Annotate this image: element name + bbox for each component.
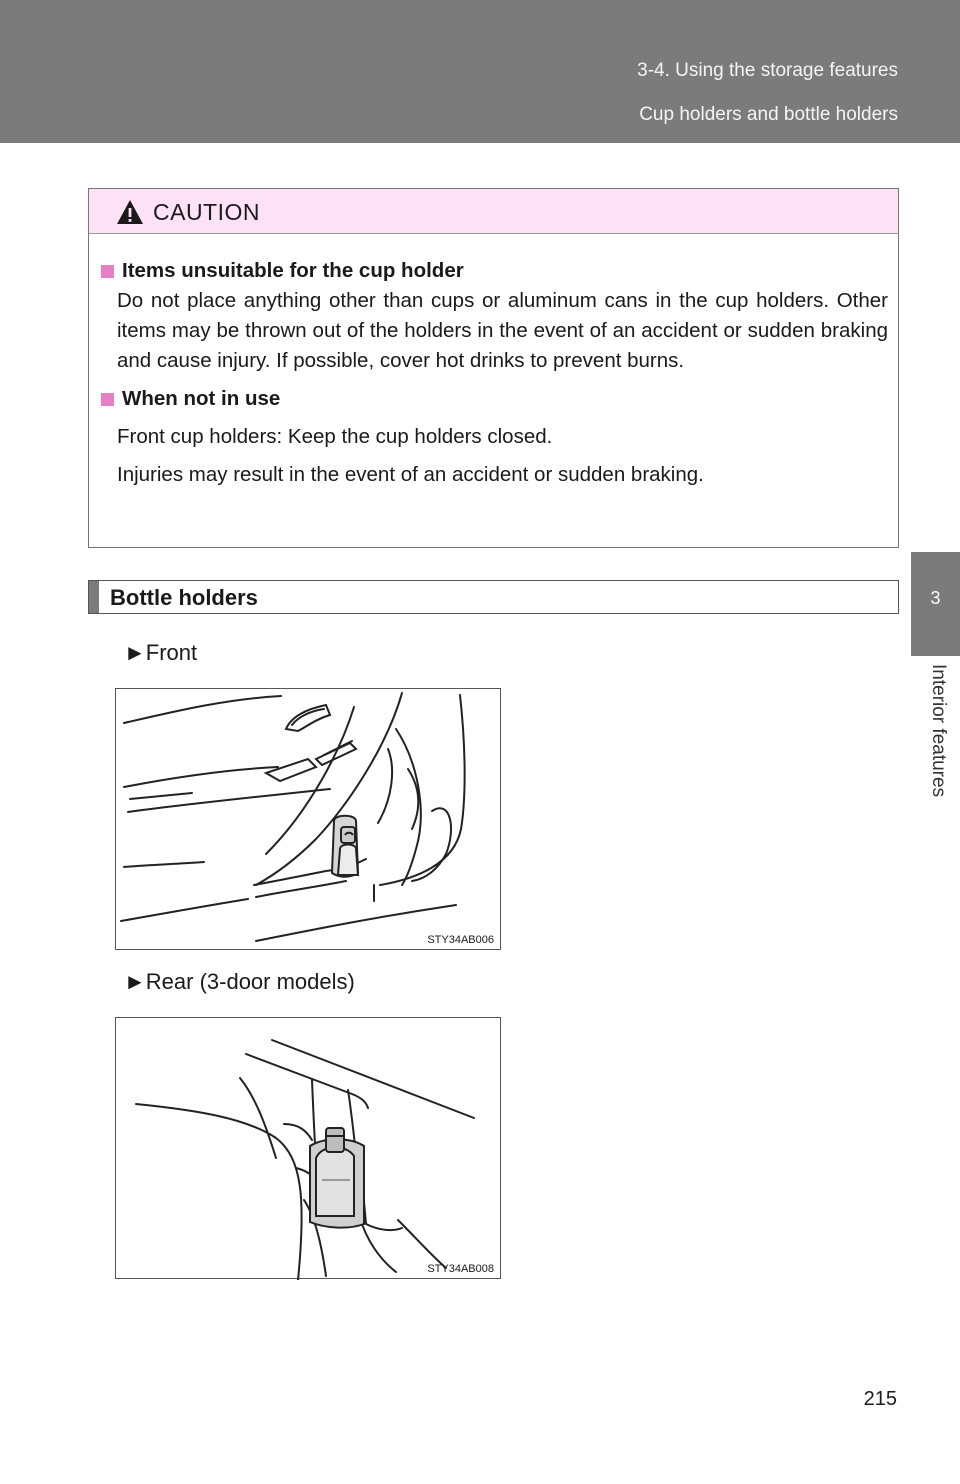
rear-bottle-holder-illustration <box>115 1017 501 1279</box>
page-header <box>0 0 960 143</box>
section-accent-bar <box>89 581 99 613</box>
square-bullet-icon <box>101 393 114 406</box>
square-bullet-icon <box>101 265 114 278</box>
section-title: Bottle holders <box>110 585 258 610</box>
figure-label-front: ►Front <box>124 640 198 665</box>
front-door-drawing <box>116 689 502 951</box>
rear-seat-drawing <box>116 1018 502 1280</box>
warning-icon <box>116 199 144 225</box>
section-heading <box>88 580 899 614</box>
page-number: 215 <box>863 1388 897 1410</box>
figure-code: STY34AB008 <box>427 1263 494 1275</box>
caution-subheading <box>101 256 888 286</box>
caution-header <box>89 189 898 234</box>
caution-subheading-text: When not in use <box>122 387 281 410</box>
chapter-number: 3 <box>930 588 941 608</box>
header-section-title: 3-4. Using the storage features <box>637 60 898 81</box>
caution-paragraph: Injuries may result in the event of an accident or sudden braking. <box>117 463 704 486</box>
caution-subheading-text: Items unsuitable for the cup holder <box>122 259 464 282</box>
front-bottle-holder-illustration <box>115 688 501 950</box>
caution-paragraph: Front cup holders: Keep the cup holders closed. <box>117 425 553 448</box>
caution-box <box>88 188 899 548</box>
figure-code: STY34AB006 <box>427 934 494 946</box>
caution-body <box>89 234 898 490</box>
figure-label-rear: ►Rear (3-door models) <box>124 969 355 994</box>
header-subsection-title: Cup holders and bottle holders <box>639 104 898 125</box>
caution-subheading <box>101 384 888 414</box>
chapter-label: Interior features <box>928 664 949 798</box>
caution-paragraph: Do not place anything other than cups or aluminum cans in the cup holders. Other items may be thrown out of the holders in the event of an accident or sudden braking and cause injury. If possible, cover hot drinks to prevent burns. <box>117 289 888 372</box>
caution-title: CAUTION <box>153 199 260 225</box>
chapter-tab <box>911 552 960 656</box>
